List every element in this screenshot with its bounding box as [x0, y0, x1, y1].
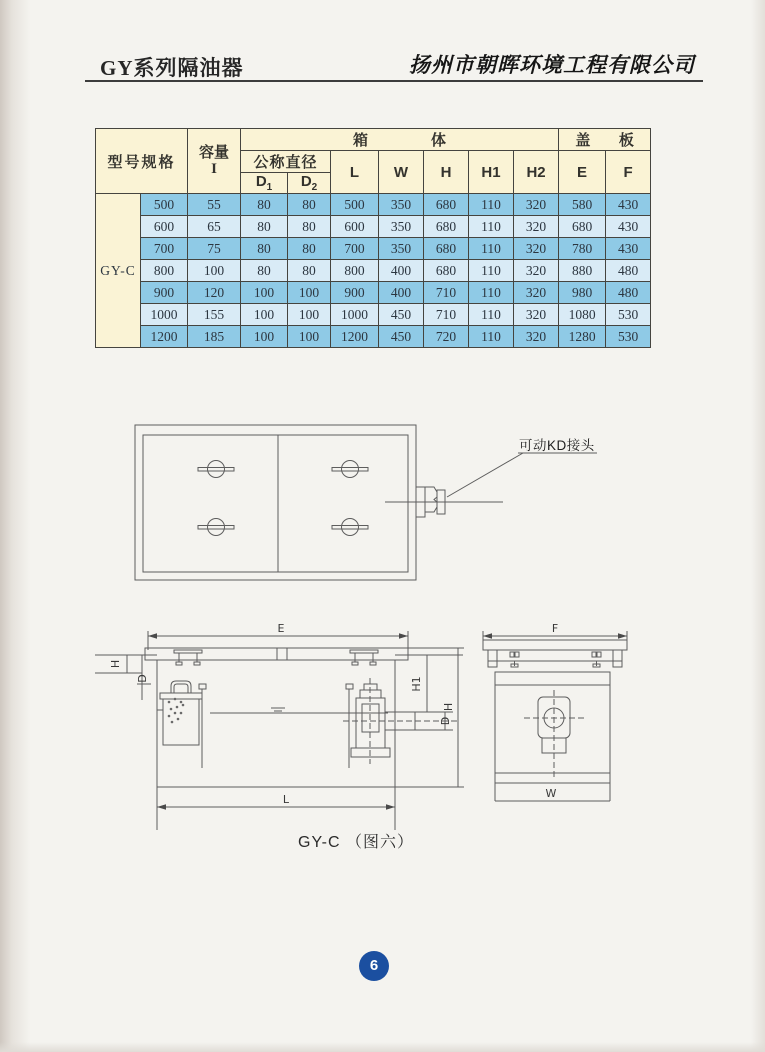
header-rule — [85, 80, 703, 82]
scan-shadow-right — [751, 0, 765, 1052]
table-cell: 80 — [241, 260, 288, 282]
table-cell: 680 — [559, 216, 606, 238]
lid-handle — [174, 650, 202, 665]
table-cell: 900 — [141, 282, 188, 304]
col-header-F: F — [606, 151, 651, 194]
table-row — [96, 194, 651, 216]
table-cell: 80 — [288, 194, 331, 216]
lid-handle — [592, 652, 601, 667]
table-cell: 100 — [288, 326, 331, 348]
table-cell: 700 — [141, 238, 188, 260]
lid-handle — [350, 650, 378, 665]
table-cell: 320 — [514, 304, 559, 326]
side-elevation-view — [483, 622, 627, 801]
table-cell: 710 — [424, 304, 469, 326]
table-cell: 500 — [141, 194, 188, 216]
table-cell: 900 — [331, 282, 379, 304]
series-label-cell: GY-C — [96, 194, 141, 348]
kd-connector — [385, 487, 503, 517]
table-cell: 430 — [606, 216, 651, 238]
table-cell: 320 — [514, 282, 559, 304]
table-cell: 110 — [469, 304, 514, 326]
elevation-drawings — [85, 618, 645, 832]
table-cell: 430 — [606, 194, 651, 216]
table-cell: 980 — [559, 282, 606, 304]
table-cell: 100 — [188, 260, 241, 282]
table-cell: 700 — [331, 238, 379, 260]
table-cell: 110 — [469, 238, 514, 260]
table-cell: 100 — [241, 282, 288, 304]
table-cell: 185 — [188, 326, 241, 348]
table-cell: 680 — [424, 238, 469, 260]
strainer-basket — [157, 681, 202, 745]
table-cell: 80 — [288, 238, 331, 260]
dim-label-e: E — [277, 622, 285, 635]
kd-connector-label: 可动KD接头 — [519, 438, 595, 453]
col-header-H2: H2 — [514, 151, 559, 194]
spec-table — [95, 128, 651, 348]
table-cell: 480 — [606, 260, 651, 282]
table-cell: 350 — [379, 238, 424, 260]
col-header-cover: 盖 板 — [559, 129, 651, 151]
table-cell: 800 — [331, 260, 379, 282]
table-cell: 530 — [606, 326, 651, 348]
table-cell: 800 — [141, 260, 188, 282]
dim-label-w: W — [545, 787, 557, 800]
water-level-symbol — [271, 708, 285, 711]
table-cell: 1280 — [559, 326, 606, 348]
table-cell: 350 — [379, 194, 424, 216]
table-cell: 780 — [559, 238, 606, 260]
scan-shadow-bottom — [0, 1042, 765, 1052]
col-header-D1: $D_1$ — [241, 173, 288, 194]
capacity-label: 容量 — [199, 143, 230, 161]
table-cell: 320 — [514, 326, 559, 348]
table-cell: 480 — [606, 282, 651, 304]
col-header-L: L — [331, 151, 379, 194]
table-cell: 55 — [188, 194, 241, 216]
lid-handle — [332, 519, 368, 536]
table-cell: 320 — [514, 238, 559, 260]
table-cell: 1200 — [331, 326, 379, 348]
table-cell: 110 — [469, 216, 514, 238]
table-cell: 450 — [379, 326, 424, 348]
table-header-row — [96, 129, 651, 151]
col-header-H1: H1 — [469, 151, 514, 194]
leader-line — [447, 453, 597, 497]
table-cell: 600 — [141, 216, 188, 238]
table-cell: 680 — [424, 260, 469, 282]
dim-label-h-left: H — [109, 659, 122, 669]
table-cell: 450 — [379, 304, 424, 326]
table-cell: 110 — [469, 282, 514, 304]
table-row — [96, 238, 651, 260]
table-row — [96, 216, 651, 238]
lid-handle — [510, 652, 519, 667]
table-row — [96, 326, 651, 348]
table-cell: 80 — [241, 238, 288, 260]
table-cell: 80 — [288, 260, 331, 282]
table-cell: 110 — [469, 194, 514, 216]
table-cell: 320 — [514, 194, 559, 216]
table-cell: 1080 — [559, 304, 606, 326]
table-cell: 120 — [188, 282, 241, 304]
table-cell: 680 — [424, 194, 469, 216]
outlet-fitting-end — [524, 690, 584, 778]
scan-shadow-left — [0, 0, 30, 1052]
table-row — [96, 304, 651, 326]
table-cell: 880 — [559, 260, 606, 282]
dim-label-f: F — [551, 622, 559, 635]
lid-handle — [198, 461, 234, 478]
table-cell: 75 — [188, 238, 241, 260]
col-header-H: H — [424, 151, 469, 194]
col-header-W: W — [379, 151, 424, 194]
table-cell: 100 — [288, 304, 331, 326]
dim-label-d-left: D — [136, 674, 149, 683]
table-cell: 110 — [469, 260, 514, 282]
table-cell: 80 — [241, 194, 288, 216]
lid-handle — [332, 461, 368, 478]
table-cell: 350 — [379, 216, 424, 238]
table-cell: 600 — [331, 216, 379, 238]
figure-caption: GY-C （图六） — [298, 834, 414, 851]
col-header-D2: $D_2$ — [288, 173, 331, 194]
table-cell: 720 — [424, 326, 469, 348]
table-cell: 100 — [241, 326, 288, 348]
dim-label-h1: H1 — [410, 676, 423, 692]
tank-plan-view — [135, 425, 416, 580]
table-cell: 80 — [241, 216, 288, 238]
col-header-E: E — [559, 151, 606, 194]
dim-label-h-right: H — [442, 702, 455, 712]
table-cell: 110 — [469, 326, 514, 348]
page-number-badge: 6 — [359, 951, 389, 981]
table-cell: 680 — [424, 216, 469, 238]
table-cell: 400 — [379, 282, 424, 304]
table-cell: 580 — [559, 194, 606, 216]
table-cell: 710 — [424, 282, 469, 304]
lid-handle — [198, 519, 234, 536]
table-cell: 65 — [188, 216, 241, 238]
table-cell: 530 — [606, 304, 651, 326]
col-header-box: 箱 体 — [241, 129, 559, 151]
page-title: GY系列隔油器 — [100, 56, 244, 80]
table-cell: 320 — [514, 216, 559, 238]
table-cell: 430 — [606, 238, 651, 260]
col-header-nominal-diameter: 公称直径 — [241, 151, 331, 173]
dim-label-l: L — [282, 793, 290, 806]
table-cell: 155 — [188, 304, 241, 326]
front-elevation-view — [95, 622, 464, 830]
company-name: 扬州市朝晖环境工程有限公司 — [409, 53, 695, 77]
table-cell: 1000 — [331, 304, 379, 326]
table-cell: 1200 — [141, 326, 188, 348]
capacity-unit: I — [211, 161, 217, 177]
col-header-model: 型号规格 — [96, 129, 188, 194]
table-cell: 80 — [288, 216, 331, 238]
table-cell: 1000 — [141, 304, 188, 326]
table-row — [96, 282, 651, 304]
table-cell: 400 — [379, 260, 424, 282]
dim-label-d-right: D — [439, 716, 452, 726]
table-cell: 100 — [241, 304, 288, 326]
table-cell: 500 — [331, 194, 379, 216]
table-cell: 320 — [514, 260, 559, 282]
col-header-capacity — [188, 129, 241, 194]
table-cell: 100 — [288, 282, 331, 304]
table-row — [96, 260, 651, 282]
